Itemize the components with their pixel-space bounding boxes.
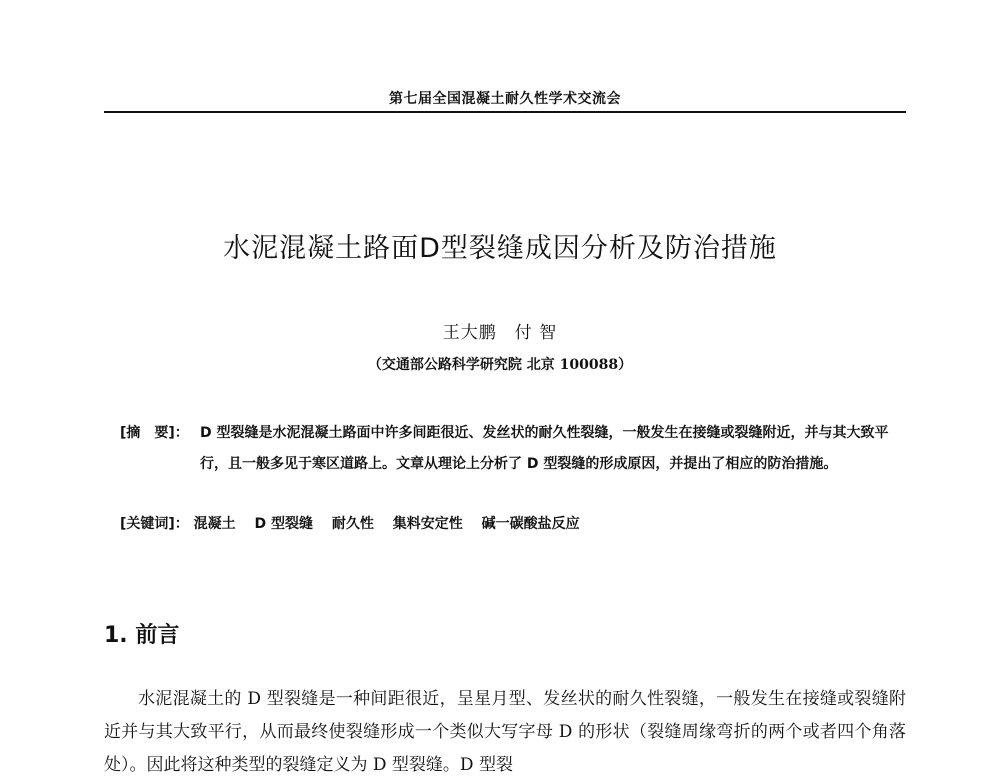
keyword-item: 碱一碳酸盐反应 <box>481 516 580 532</box>
header-rule <box>104 111 906 113</box>
keywords-label: [关键词]： <box>120 516 189 532</box>
keyword-item: 耐久性 <box>331 516 374 532</box>
section-paragraph: 水泥混凝土的 D 型裂缝是一种间距很近，呈星月型、发丝状的耐久性裂缝，一般发生在接缝或裂缝附近并与其大致平行，从而最终使裂缝形成一个类似大写字母 D 的形状（裂缝周缘弯折的两个或者四个角落处）。因此将这种类型的裂缝定义为 D 型裂缝。D 型裂 <box>104 689 906 775</box>
abstract-text: D 型裂缝是水泥混凝土路面中许多间距很近、发丝状的耐久性裂缝，一般发生在接缝或裂缝附近，并与其大致平行，且一般多见于寒区道路上。文章从理论上分析了 D 型裂缝的形成原因，并提出了相应的防治措施。 <box>200 425 889 472</box>
paper-authors: 王大鹏 付 智 <box>442 323 558 343</box>
author-affiliation: （交通部公路科学研究院 北京 100088） <box>367 357 633 373</box>
abstract-label: [摘 要]： <box>120 425 189 441</box>
keyword-item: 集料安定性 <box>392 516 463 532</box>
paper-title: 水泥混凝土路面D型裂缝成因分析及防治措施 <box>223 233 777 264</box>
conference-header: 第七届全国混凝土耐久性学术交流会 <box>389 91 621 107</box>
keyword-item: D 型裂缝 <box>254 516 314 532</box>
keywords-block <box>120 513 910 533</box>
abstract-block <box>120 418 910 480</box>
keyword-item: 混凝土 <box>193 516 236 532</box>
section-heading: 1. 前言 <box>104 623 180 648</box>
